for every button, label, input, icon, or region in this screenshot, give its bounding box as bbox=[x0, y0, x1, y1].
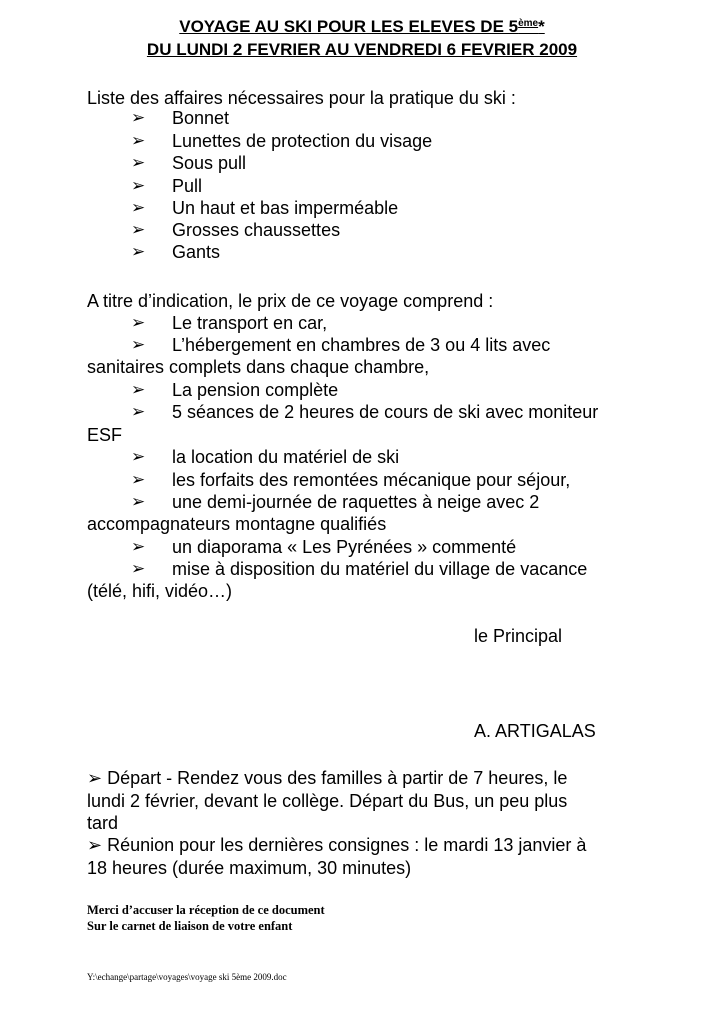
bullet-arrow-icon: ➢ bbox=[131, 447, 146, 466]
bullet-arrow-icon: ➢ bbox=[131, 108, 146, 127]
price-item: la location du matériel de ski bbox=[172, 447, 400, 467]
price-item: une demi-journée de raquettes à neige avec 2 bbox=[172, 492, 540, 512]
equipment-item: Grosses chaussettes bbox=[172, 220, 341, 240]
price-item-continuation: (télé, hifi, vidéo…) bbox=[87, 581, 233, 601]
equipment-item: Pull bbox=[172, 176, 203, 196]
equipment-item: Bonnet bbox=[172, 108, 230, 128]
price-item: Le transport en car, bbox=[172, 313, 328, 333]
title-asterisk: * bbox=[538, 17, 545, 36]
bullet-arrow-icon: ➢ bbox=[131, 220, 146, 239]
note-line: 18 heures (durée maximum, 30 minutes) bbox=[87, 858, 412, 878]
equipment-intro: Liste des affaires nécessaires pour la pratique du ski : bbox=[87, 88, 516, 108]
bullet-arrow-icon: ➢ bbox=[131, 131, 146, 150]
document-title bbox=[0, 14, 724, 37]
signature-title: le Principal bbox=[474, 626, 563, 646]
document-subtitle: DU LUNDI 2 FEVRIER AU VENDREDI 6 FEVRIER 2009 bbox=[146, 40, 578, 59]
price-item-continuation: sanitaires complets dans chaque chambre, bbox=[87, 357, 430, 377]
signature-name: A. ARTIGALAS bbox=[474, 721, 596, 741]
price-intro: A titre d’indication, le prix de ce voyage comprend : bbox=[87, 291, 494, 311]
equipment-item: Sous pull bbox=[172, 153, 247, 173]
bullet-arrow-icon: ➢ bbox=[131, 176, 146, 195]
note-line: tard bbox=[87, 813, 119, 833]
price-item: La pension complète bbox=[172, 380, 339, 400]
note-meeting bbox=[87, 834, 586, 856]
equipment-item: Lunettes de protection du visage bbox=[172, 131, 433, 151]
equipment-item: Un haut et bas imperméable bbox=[172, 198, 399, 218]
price-item: mise à disposition du matériel du village de vacance bbox=[172, 559, 588, 579]
bullet-arrow-icon: ➢ bbox=[131, 335, 146, 354]
note-departure bbox=[87, 767, 567, 789]
bullet-arrow-icon: ➢ bbox=[131, 380, 146, 399]
title-line1: VOYAGE AU SKI POUR LES ELEVES DE 5 bbox=[179, 17, 519, 36]
price-item: L’hébergement en chambres de 3 ou 4 lits avec bbox=[172, 335, 551, 355]
bullet-arrow-icon: ➢ bbox=[131, 153, 146, 172]
note-line: lundi 2 février, devant le collège. Départ du Bus, un peu plus bbox=[87, 791, 568, 811]
equipment-item: Gants bbox=[172, 242, 221, 262]
title-superscript: ème bbox=[518, 18, 539, 29]
bullet-arrow-icon: ➢ bbox=[131, 402, 146, 421]
note-line: Réunion pour les dernières consignes : le mardi 13 janvier à bbox=[107, 835, 587, 855]
file-path: Y:\echange\partage\voyages\voyage ski 5ème 2009.doc bbox=[87, 972, 287, 982]
bullet-arrow-icon: ➢ bbox=[131, 313, 146, 332]
price-item-continuation: ESF bbox=[87, 425, 123, 445]
price-item: un diaporama « Les Pyrénées » commenté bbox=[172, 537, 517, 557]
note-line: Départ - Rendez vous des familles à partir de 7 heures, le bbox=[107, 768, 568, 788]
bullet-arrow-icon: ➢ bbox=[131, 492, 146, 511]
bullet-arrow-icon: ➢ bbox=[131, 198, 146, 217]
bullet-arrow-icon: ➢ bbox=[131, 559, 146, 578]
acknowledgement-line1: Merci d’accuser la réception de ce document bbox=[87, 903, 325, 917]
bullet-arrow-icon: ➢ bbox=[87, 768, 103, 788]
bullet-arrow-icon: ➢ bbox=[131, 470, 146, 489]
price-item-continuation: accompagnateurs montagne qualifiés bbox=[87, 514, 387, 534]
acknowledgement-line2: Sur le carnet de liaison de votre enfant bbox=[87, 919, 293, 933]
bullet-arrow-icon: ➢ bbox=[131, 537, 146, 556]
bullet-arrow-icon: ➢ bbox=[131, 242, 146, 261]
bullet-arrow-icon: ➢ bbox=[87, 835, 103, 855]
price-item: les forfaits des remontées mécanique pour séjour, bbox=[172, 470, 571, 490]
price-item: 5 séances de 2 heures de cours de ski avec moniteur bbox=[172, 402, 599, 422]
